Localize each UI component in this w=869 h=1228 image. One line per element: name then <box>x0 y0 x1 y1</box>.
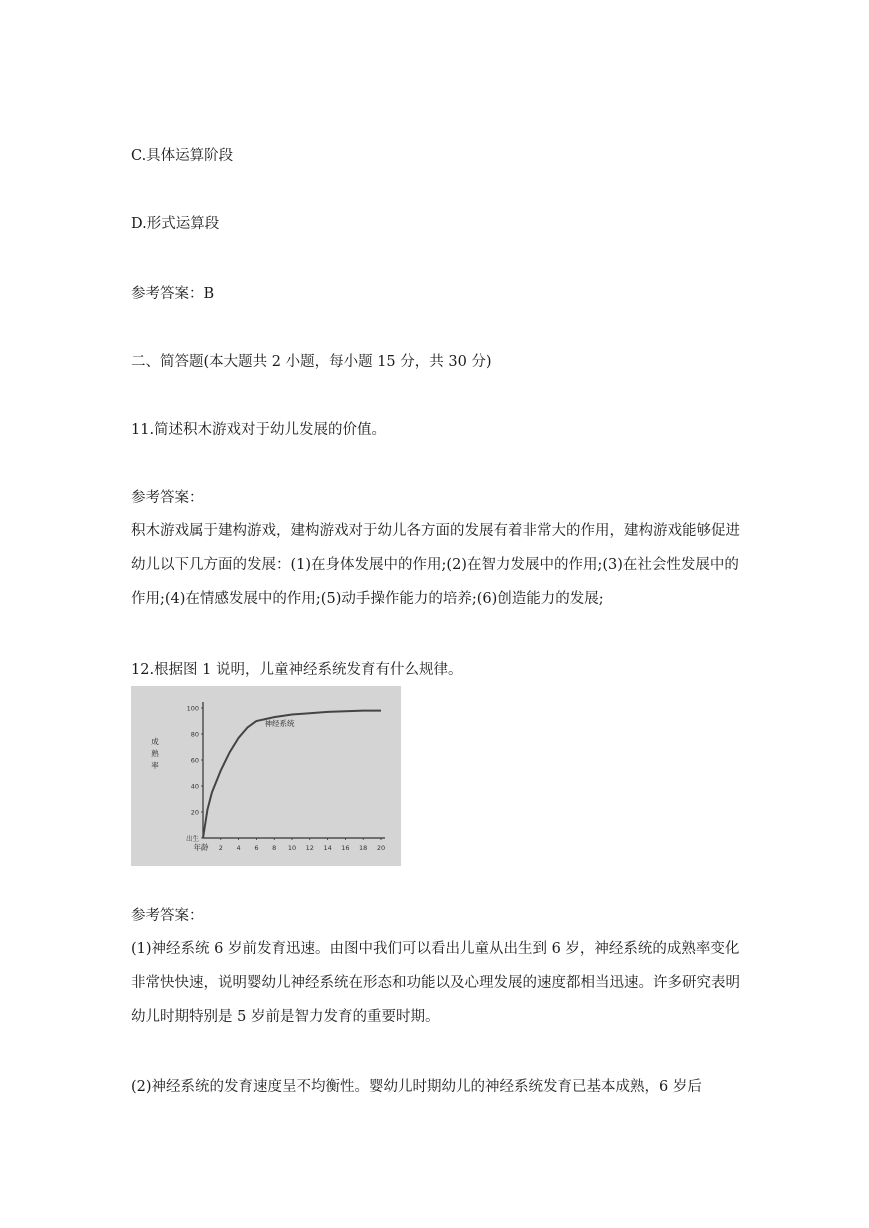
q11-answer-label: 参考答案： <box>131 490 204 506</box>
y-axis-label: 成熟率 <box>151 737 159 770</box>
series-line <box>203 711 381 838</box>
question-11: 11.简述积木游戏对于幼儿发展的价值。 <box>131 422 387 438</box>
q12-answer-p1: (1)神经系统 6 岁前发育迅速。由图中我们可以看出儿童从出生到 6 岁，神经系统的成熟率变化非常快快速，说明婴幼儿神经系统在形态和功能以及心理发展的速度都相当迅速。许多研究表明幼儿时期特别是 5 岁前是智力发育的重要时期。 <box>131 941 740 1025</box>
x-tick-label: 8 <box>272 844 277 852</box>
q12-answer-label: 参考答案： <box>131 908 204 924</box>
y-tick-label: 出生 <box>186 834 199 843</box>
x-axis-label: 年龄 <box>193 843 209 852</box>
series-label: 神经系统 <box>264 719 295 729</box>
y-tick-label: 80 <box>190 730 199 739</box>
x-tick-label: 10 <box>287 844 297 852</box>
x-tick-label: 4 <box>236 844 241 852</box>
answer-prev: 参考答案：B <box>131 286 215 302</box>
option-d: D.形式运算段 <box>131 216 220 232</box>
x-tick-label: 14 <box>323 844 332 852</box>
q11-answer-text: 积木游戏属于建构游戏，建构游戏对于幼儿各方面的发展有着非常大的作用，建构游戏能够促进幼儿以下几方面的发展：(1)在身体发展中的作用;(2)在智力发展中的作用;(3)在社会性发展中的作用;(4)在情感发展中的作用;(5)动手操作能力的培养;(6)创造能力的发展; <box>131 523 740 607</box>
y-tick-label: 100 <box>186 704 199 713</box>
y-tick-label: 20 <box>190 808 199 817</box>
x-tick-label: 6 <box>254 844 259 852</box>
option-c: C.具体运算阶段 <box>131 148 234 164</box>
q12-answer-p2: (2)神经系统的发育速度呈不均衡性。婴幼儿时期幼儿的神经系统发育已基本成熟，6 岁后 <box>131 1079 702 1095</box>
x-tick-label: 16 <box>341 844 350 852</box>
x-tick-label: 2 <box>218 844 223 852</box>
question-12: 12.根据图 1 说明，儿童神经系统发育有什么规律。 <box>131 662 463 678</box>
x-tick-label: 12 <box>305 844 314 852</box>
nervous-system-chart <box>131 686 401 866</box>
section-title: 二、简答题(本大题共 2 小题，每小题 15 分，共 30 分) <box>131 354 492 370</box>
y-tick-label: 40 <box>190 782 199 791</box>
y-tick-label: 60 <box>190 756 199 765</box>
x-tick-label: 18 <box>359 844 368 852</box>
x-tick-label: 20 <box>376 844 386 852</box>
